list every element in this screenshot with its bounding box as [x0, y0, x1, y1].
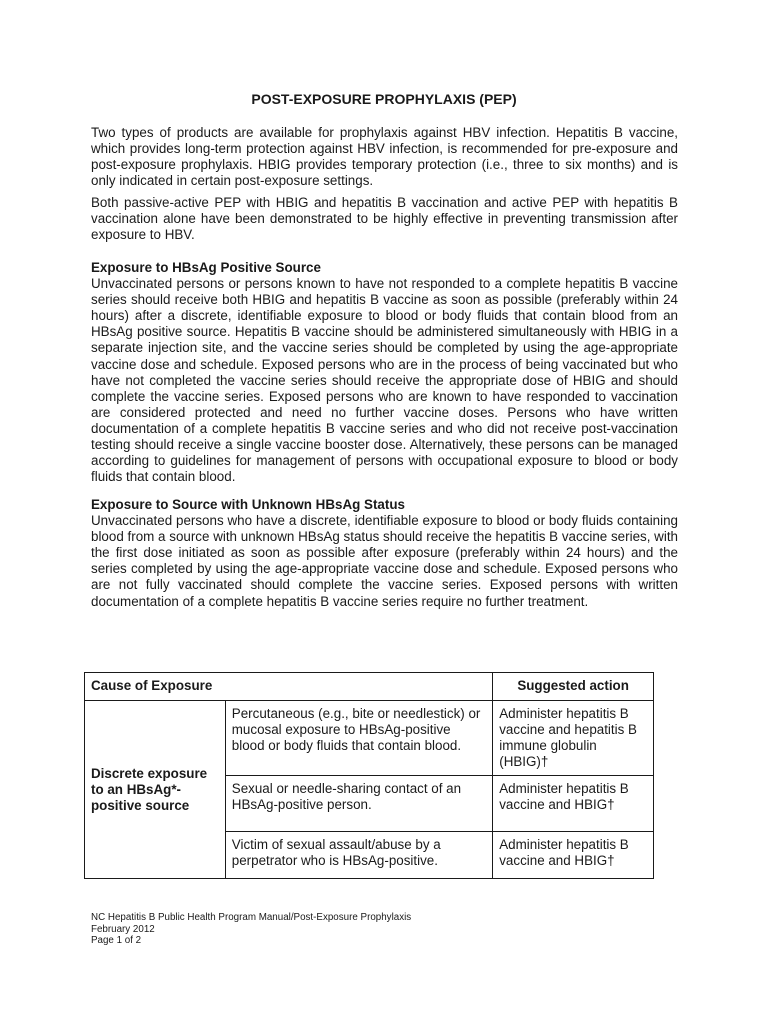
- table-row: [85, 701, 654, 776]
- cause-cell: Discrete exposure to an HBsAg*-positive source: [85, 701, 226, 879]
- intro-paragraph-1: Two types of products are available for prophylaxis against HBV infection. Hepatitis B vaccine, which provides long-term protection against HBV infection, is recommended for pre-exposure and post-exposure prophylaxis. HBIG provides temporary protection (i.e., three to six months) and is only indicated in certain post-exposure settings.: [91, 125, 678, 189]
- action-cell: Administer hepatitis B vaccine and hepatitis B immune globulin (HBIG)†: [493, 701, 654, 776]
- section-heading: Exposure to Source with Unknown HBsAg Status: [91, 497, 405, 512]
- table-header-row: [85, 673, 654, 701]
- exposure-cell: Sexual or needle-sharing contact of an HBsAg-positive person.: [225, 776, 492, 832]
- header-suggested-action: Suggested action: [493, 673, 654, 701]
- intro-paragraph-2: Both passive-active PEP with HBIG and hepatitis B vaccination and active PEP with hepatitis B vaccination alone have been demonstrated to be highly effective in preventing transmission after exposure to HBV.: [91, 195, 678, 243]
- section-text: Unvaccinated persons who have a discrete, identifiable exposure to blood or body fluids containing blood from a source with unknown HBsAg status should receive the hepatitis B vaccine series, with the first dose initiated as soon as possible after exposure (preferably within 24 hours) and the series completed by using the age-appropriate vaccine dose and schedule. Exposed persons who are not fully vaccinated should complete the vaccine series. Exposed persons with written documentation of a complete hepatitis B vaccine series require no further treatment.: [91, 513, 678, 609]
- section-heading: Exposure to HBsAg Positive Source: [91, 260, 321, 275]
- section-unknown-status: [91, 497, 678, 610]
- footer-date: February 2012: [91, 923, 155, 935]
- exposure-cell: Percutaneous (e.g., bite or needlestick) or mucosal exposure to HBsAg-positive blood or body fluids that contain blood.: [225, 701, 492, 776]
- action-cell: Administer hepatitis B vaccine and HBIG†: [493, 832, 654, 879]
- exposure-cell: Victim of sexual assault/abuse by a perpetrator who is HBsAg-positive.: [225, 832, 492, 879]
- header-cause-of-exposure: Cause of Exposure: [85, 673, 493, 701]
- section-hbsag-positive: [91, 260, 678, 485]
- page-footer: [91, 912, 411, 947]
- footer-manual-title: NC Hepatitis B Public Health Program Manual/Post-Exposure Prophylaxis: [91, 912, 412, 923]
- page-title: POST-EXPOSURE PROPHYLAXIS (PEP): [251, 91, 517, 107]
- action-cell: Administer hepatitis B vaccine and HBIG†: [493, 776, 654, 832]
- section-text: Unvaccinated persons or persons known to have not responded to a complete hepatitis B vaccine series should receive both HBIG and hepatitis B vaccine as soon as possible (preferably within 24 hours) after a discrete, identifiable exposure to blood or body fluids that contain blood from an HBsAg positive source. Hepatitis B vaccine should be administered simultaneously with HBIG in a separate injection site, and the vaccine series should be completed by using the age-appropriate vaccine dose and schedule. Exposed persons who are in the process of being vaccinated but who have not completed the vaccine series should receive the appropriate dose of HBIG and should complete the vaccine series. Exposed persons who are known to have responded to vaccination are considered protected and need no further vaccine doses. Persons who have written documentation of a complete hepatitis B vaccine series and who did not receive post-vaccination testing should receive a single vaccine booster dose. Alternatively, these persons can be managed according to guidelines for management of persons with occupational exposure to blood or body fluids that contain blood.: [91, 276, 678, 485]
- pep-table: [84, 672, 654, 879]
- footer-page-number: Page 1 of 2: [91, 935, 142, 946]
